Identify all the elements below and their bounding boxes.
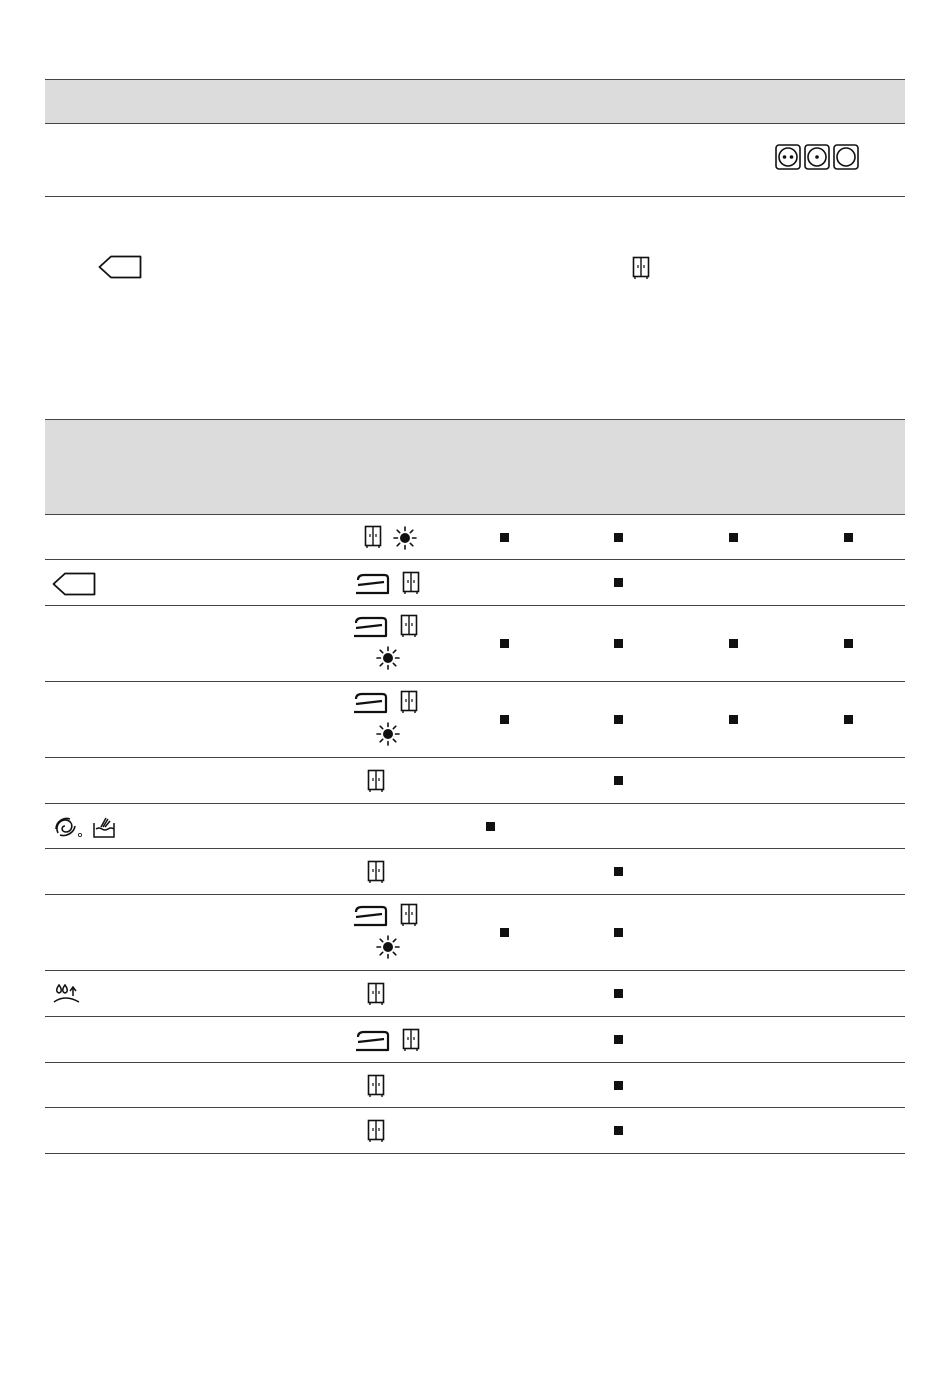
check-mark <box>614 1126 623 1135</box>
cupboard-dry-icon <box>366 982 386 1006</box>
check-mark <box>614 578 623 587</box>
check-mark <box>500 928 509 937</box>
dry-level-1-dot-icon <box>804 144 830 170</box>
check-mark <box>729 715 738 724</box>
table-row-rule <box>45 970 905 971</box>
dry-level-0-dots-icon <box>833 144 859 170</box>
table-row-rule <box>45 681 905 682</box>
program-table-header-2 <box>45 456 905 515</box>
woolmark-icon <box>52 815 88 839</box>
check-mark <box>614 1081 623 1090</box>
table-row-rule <box>45 1016 905 1017</box>
table-row-rule <box>45 605 905 606</box>
hand-wash-icon <box>92 815 116 839</box>
cupboard-dry-icon <box>366 1074 386 1098</box>
dry-levels-group <box>775 144 859 172</box>
cupboard-dry-icon <box>401 571 421 595</box>
check-mark <box>729 533 738 542</box>
iron-dry-icon <box>354 1030 390 1052</box>
check-mark <box>486 822 495 831</box>
check-mark <box>844 639 853 648</box>
cupboard-dry-icon <box>631 256 651 280</box>
top-table-bottom-rule <box>45 196 905 197</box>
label-tag-icon <box>52 572 96 596</box>
sun-icon <box>376 646 400 670</box>
dry-level-2-dots-icon <box>775 144 801 170</box>
cupboard-dry-icon <box>399 903 419 927</box>
check-mark <box>729 639 738 648</box>
sun-icon <box>376 722 400 746</box>
cupboard-dry-icon <box>399 614 419 638</box>
sun-icon <box>393 526 417 550</box>
table-row-rule <box>45 1153 905 1154</box>
check-mark <box>500 533 509 542</box>
cupboard-dry-icon <box>366 1119 386 1143</box>
check-mark <box>614 1035 623 1044</box>
cupboard-dry-icon <box>401 1028 421 1052</box>
check-mark <box>614 533 623 542</box>
label-tag-icon <box>98 255 142 279</box>
cupboard-dry-icon <box>366 769 386 793</box>
check-mark <box>844 533 853 542</box>
table-row-rule <box>45 1107 905 1108</box>
cupboard-dry-icon <box>366 860 386 884</box>
iron-dry-icon <box>352 692 388 714</box>
cupboard-dry-icon <box>399 690 419 714</box>
iron-dry-icon <box>354 573 390 595</box>
check-mark <box>614 928 623 937</box>
table-row-rule <box>45 757 905 758</box>
check-mark <box>500 639 509 648</box>
check-mark <box>614 867 623 876</box>
check-mark <box>614 776 623 785</box>
table-row-rule <box>45 848 905 849</box>
check-mark <box>614 989 623 998</box>
table-row-rule <box>45 559 905 560</box>
cupboard-dry-icon <box>363 525 383 549</box>
check-mark <box>844 715 853 724</box>
top-table-header <box>45 79 905 124</box>
table-row-rule <box>45 894 905 895</box>
table-row-rule <box>45 1062 905 1063</box>
check-mark <box>500 715 509 724</box>
refresh-steam-icon <box>52 982 82 1006</box>
check-mark <box>614 715 623 724</box>
iron-dry-icon <box>352 905 388 927</box>
table-row-rule <box>45 803 905 804</box>
iron-dry-icon <box>352 616 388 638</box>
program-table-header-1 <box>45 419 905 457</box>
sun-icon <box>376 935 400 959</box>
check-mark <box>614 639 623 648</box>
